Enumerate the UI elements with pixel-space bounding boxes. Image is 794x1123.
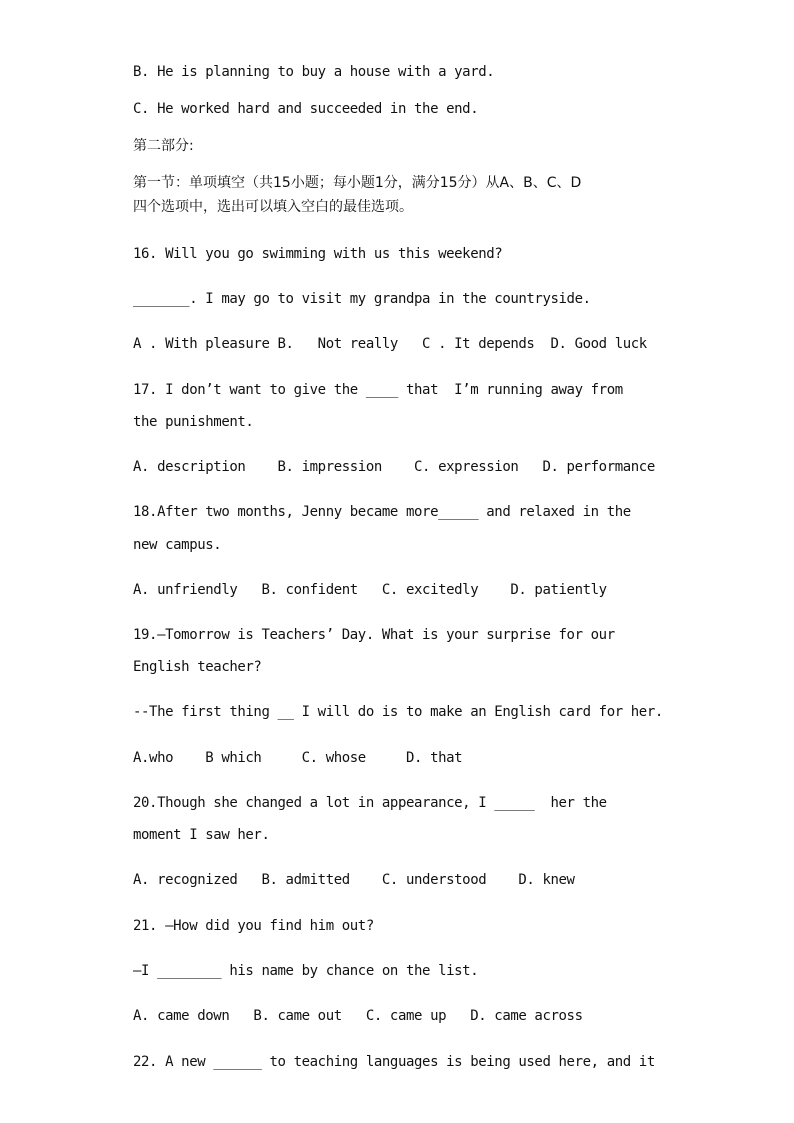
question-20-stem: 20.Though she changed a lot in appearance, I _____ her the	[133, 795, 607, 811]
question-19-options: A.who B which C. whose D. that	[133, 750, 463, 766]
question-18-options: A. unfriendly B. confident C. excitedly D. patiently	[133, 582, 607, 598]
question-16-stem: 16. Will you go swimming with us this weekend?	[133, 246, 503, 262]
part-two-title: 第二部分:	[133, 138, 194, 154]
question-17-stem-cont: the punishment.	[133, 414, 254, 430]
option-b-text: B. He is planning to buy a house with a yard.	[133, 64, 495, 80]
question-20-stem-cont: moment I saw her.	[133, 827, 270, 843]
option-c-text: C. He worked hard and succeeded in the end.	[133, 101, 479, 117]
section-one-instructions-line2: 四个选项中，选出可以填入空白的最佳选项。	[133, 199, 413, 215]
question-20-options: A. recognized B. admitted C. understood D. knew	[133, 872, 575, 888]
section-one-instructions-line1: 第一节：单项填空（共15小题；每小题1分，满分15分）从A、B、C、D	[133, 175, 582, 191]
question-18-stem-cont: new campus.	[133, 537, 222, 553]
question-17-options: A. description B. impression C. expression D. performance	[133, 459, 655, 475]
question-22-stem: 22. A new ______ to teaching languages is being used here, and it	[133, 1054, 655, 1070]
question-19-stem: 19.—Tomorrow is Teachers’ Day. What is your surprise for our	[133, 627, 615, 643]
question-16-answer-line: _______. I may go to visit my grandpa in the countryside.	[133, 291, 591, 307]
question-19-stem-cont: English teacher?	[133, 659, 262, 675]
question-17-stem: 17. I don’t want to give the ____ that I’m running away from	[133, 382, 623, 398]
question-16-options: A . With pleasure B. Not really C . It depends D. Good luck	[133, 336, 647, 352]
question-21-reply: —I ________ his name by chance on the list.	[133, 963, 479, 979]
question-21-stem: 21. —How did you find him out?	[133, 918, 374, 934]
question-21-options: A. came down B. came out C. came up D. came across	[133, 1008, 583, 1024]
question-18-stem: 18.After two months, Jenny became more_____ and relaxed in the	[133, 504, 631, 520]
question-19-reply: --The first thing __ I will do is to make an English card for her.	[133, 704, 663, 720]
